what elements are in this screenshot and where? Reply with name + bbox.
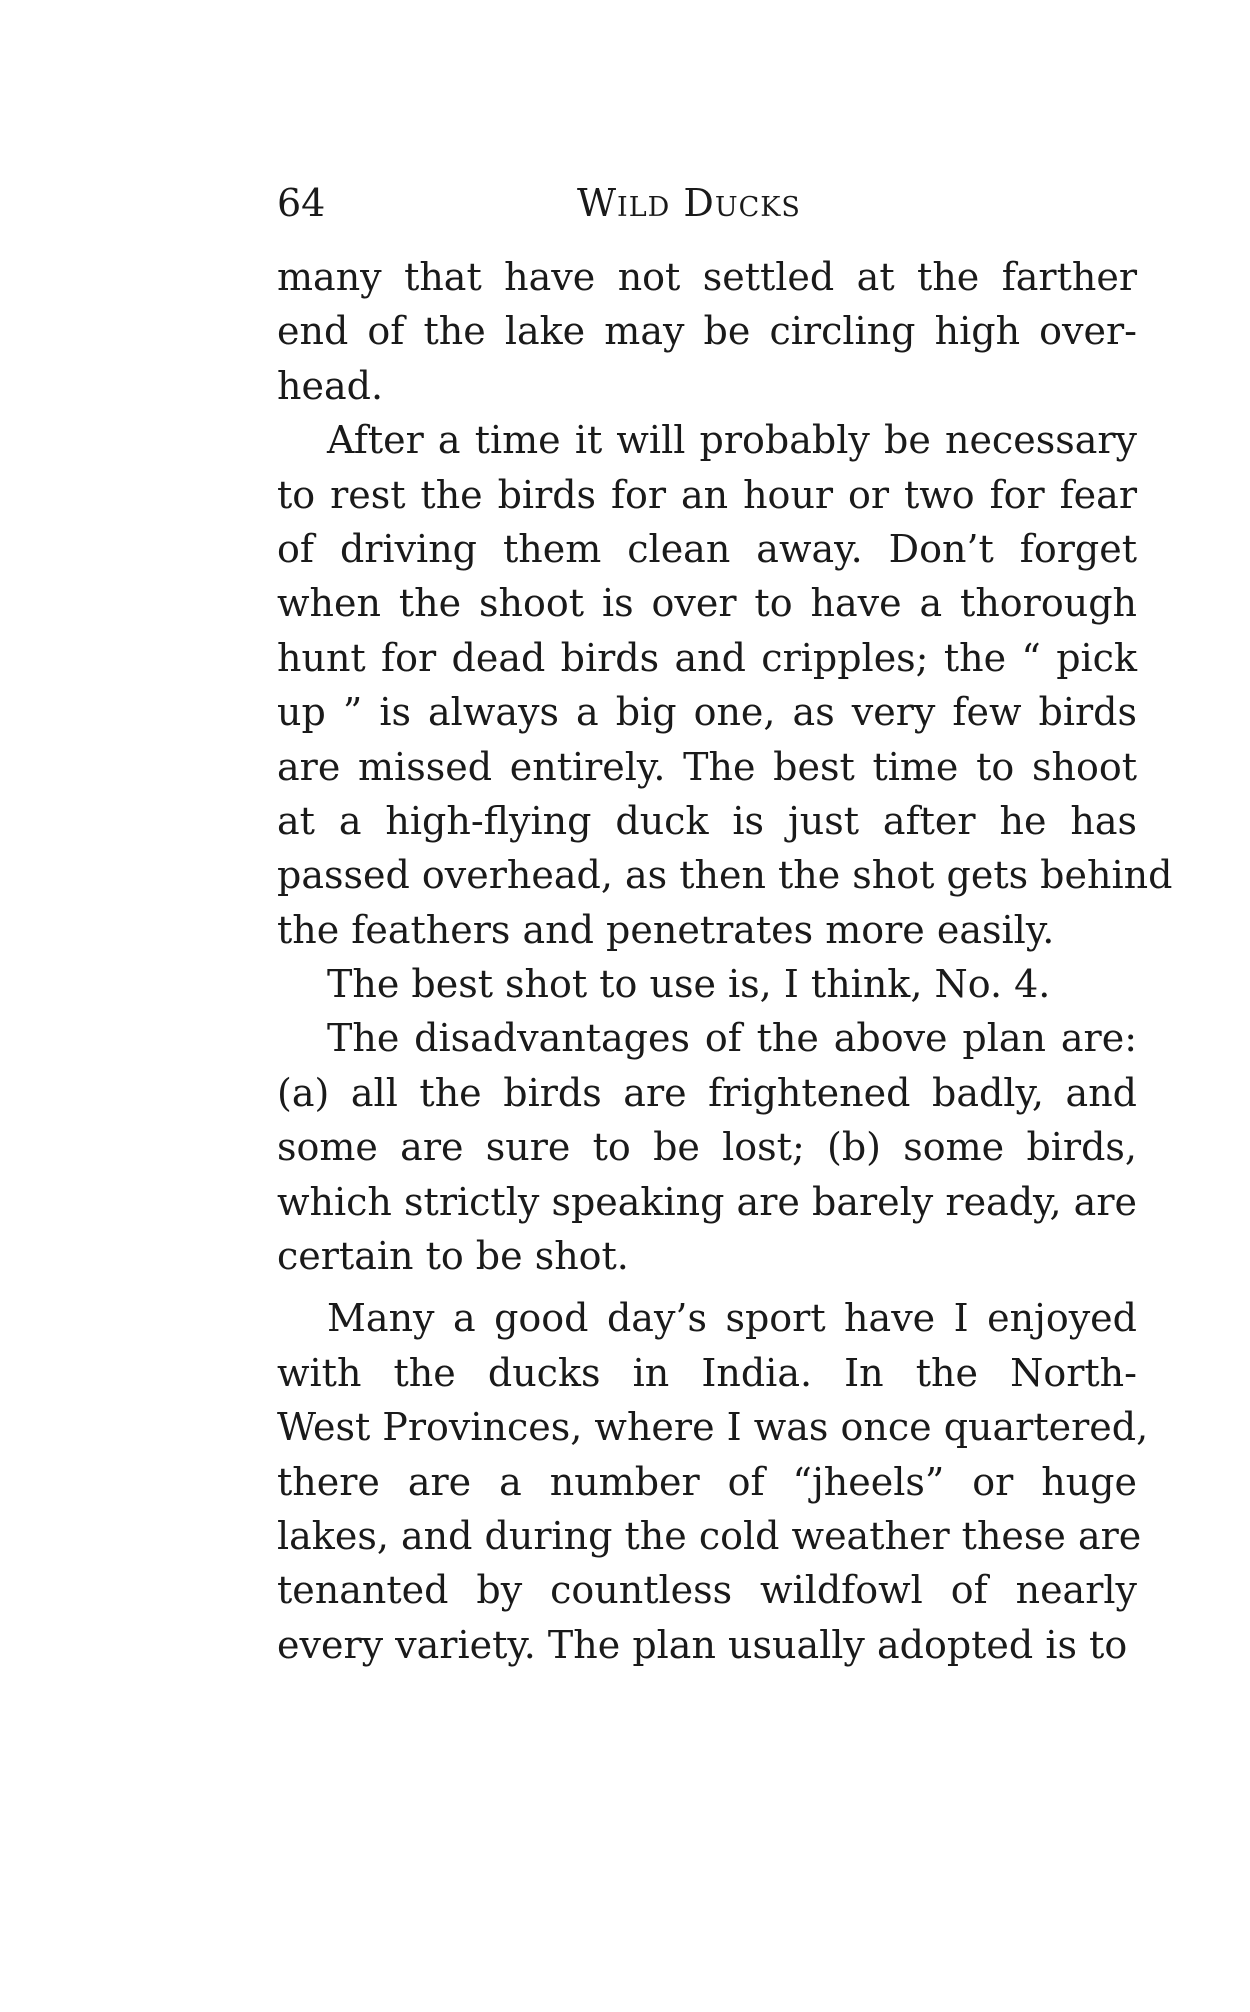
text-line: passed overhead, as then the shot gets behind: [277, 853, 1173, 898]
text-line: the feathers and penetrates more easily.: [277, 907, 1055, 952]
text-line: hunt for dead birds and cripples; the “ pick: [277, 635, 1137, 680]
text-line: lakes, and during the cold weather these are: [277, 1513, 1142, 1558]
text-line: Many a good day’s sport have I enjoyed: [327, 1296, 1137, 1341]
text-line: which strictly speaking are barely ready, are: [277, 1179, 1137, 1224]
text-line: when the shoot is over to have a thorough: [277, 581, 1137, 626]
text-line: with the ducks in India. In the North-: [277, 1350, 1137, 1395]
text-line: many that have not settled at the farther: [277, 255, 1137, 299]
body-text: [277, 250, 1173, 1672]
text-line: The best shot to use is, I think, No. 4.: [327, 962, 1051, 1007]
text-line: The disadvantages of the above plan are:: [327, 1016, 1137, 1061]
text-line: of driving them clean away. Don’t forget: [277, 526, 1137, 571]
paragraph: [277, 413, 1173, 957]
text-line: some are sure to be lost; (b) some birds,: [277, 1125, 1137, 1170]
paragraph: [277, 1291, 1149, 1672]
text-line: there are a number of “jheels” or huge: [277, 1459, 1137, 1504]
paragraph-gap: [277, 1283, 1137, 1291]
running-title: Wild Ducks: [577, 181, 801, 225]
text-line: are missed entirely. The best time to shoot: [277, 744, 1137, 789]
text-line: After a time it will probably be necessary: [327, 418, 1137, 463]
paragraph: [277, 957, 1137, 1011]
text-line: head.: [277, 363, 384, 408]
paragraph: [277, 1011, 1137, 1283]
text-line: (a) all the birds are frightened badly, and: [277, 1070, 1137, 1115]
text-line: to rest the birds for an hour or two for fear: [277, 472, 1137, 517]
text-line: every variety. The plan usually adopted is to: [277, 1622, 1128, 1667]
text-line: certain to be shot.: [277, 1234, 629, 1279]
text-line: at a high-flying duck is just after he has: [277, 798, 1137, 843]
text-line: end of the lake may be circling high over-: [277, 309, 1137, 354]
text-line: up ” is always a big one, as very few birds: [277, 690, 1137, 735]
text-line: tenanted by countless wildfowl of nearly: [277, 1568, 1137, 1613]
running-head: [277, 178, 1137, 228]
page-number: 64: [277, 181, 326, 225]
text-line: West Provinces, where I was once quartered,: [277, 1405, 1149, 1450]
paragraph: [277, 250, 1137, 413]
